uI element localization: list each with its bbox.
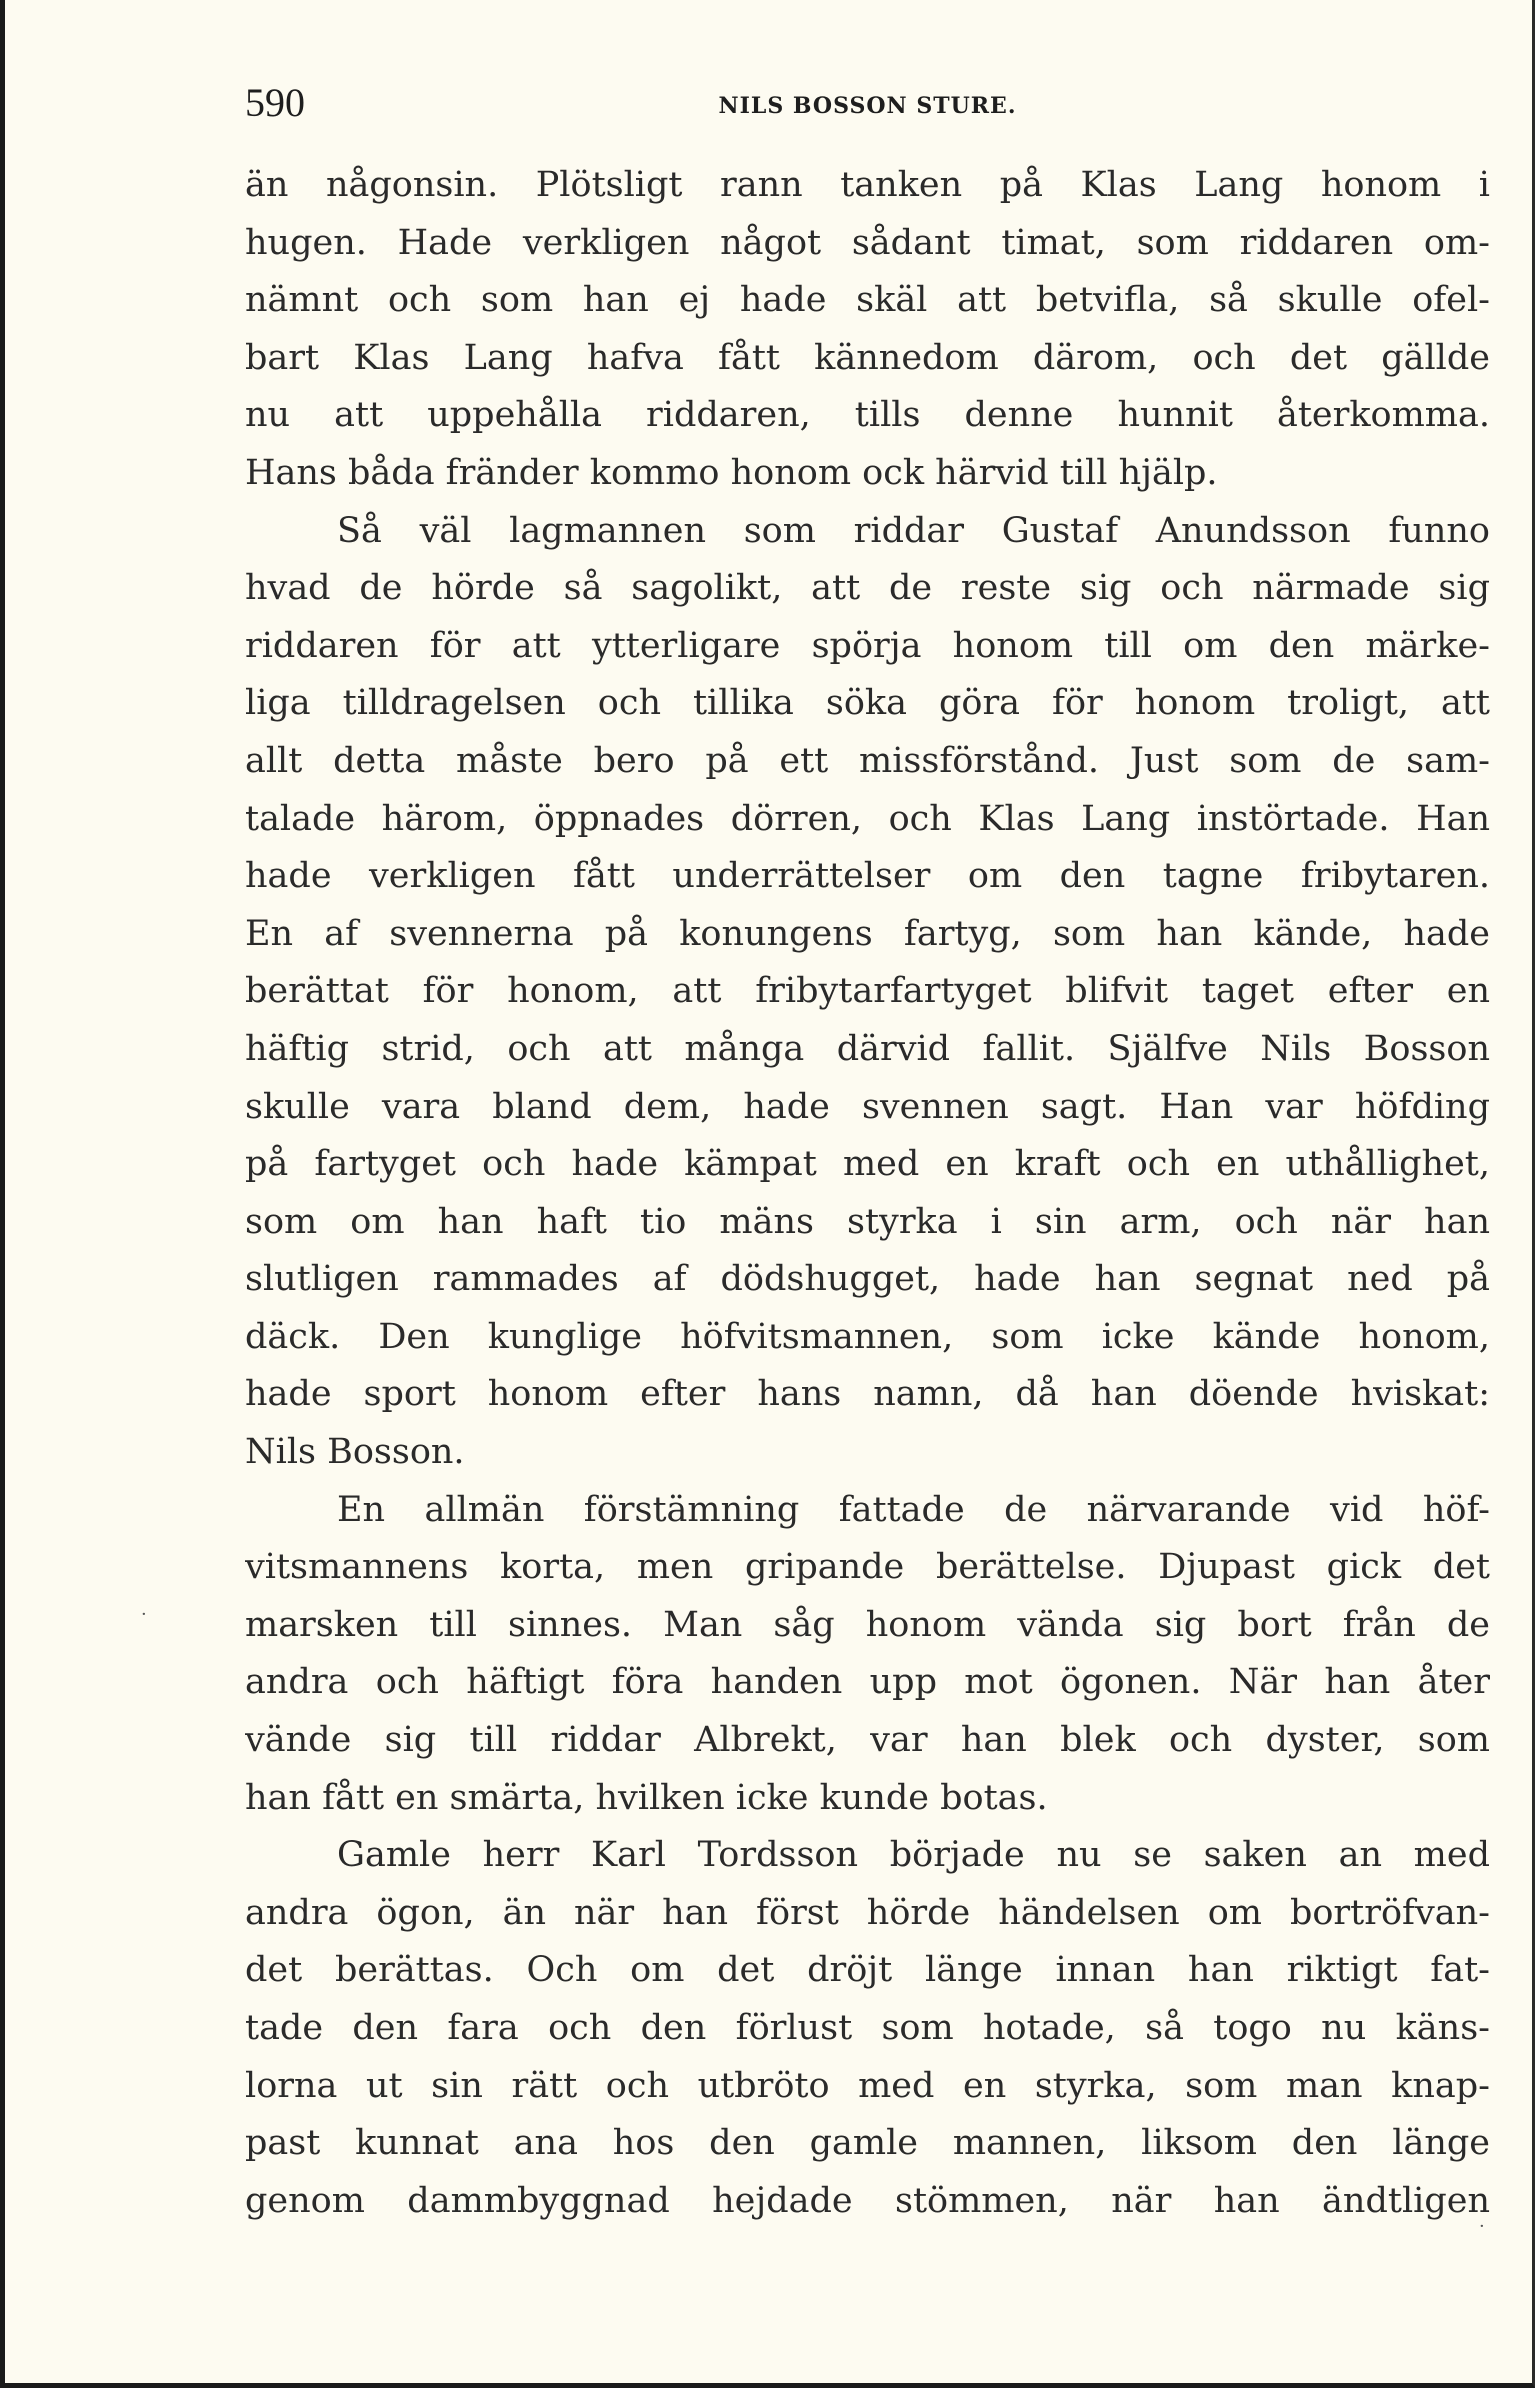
text-line: Hans båda fränder kommo honom ock härvid till hjälp.	[245, 452, 1218, 493]
text-line: past kunnat ana hos den gamle mannen, liksom den länge	[245, 2123, 1490, 2164]
text-line: hade verkligen fått underrättelser om den tagne fribytaren.	[245, 856, 1490, 897]
page-number: 590	[245, 80, 305, 125]
text-line: Så väl lagmannen som riddar Gustaf Anundsson funno	[337, 510, 1490, 551]
text-line: allt detta måste bero på ett missförstånd. Just som de sam-	[245, 740, 1490, 781]
text-line: lorna ut sin rätt och utbröto med en styrka, som man knap-	[245, 2065, 1490, 2106]
text-line: nämnt och som han ej hade skäl att betvifla, så skulle ofel-	[245, 280, 1490, 321]
text-line: häftig strid, och att många därvid fallit. Själfve Nils Bosson	[245, 1028, 1490, 1069]
text-line: andra och häftigt föra handen upp mot ögonen. När han åter	[245, 1662, 1490, 1703]
text-line: andra ögon, än när han först hörde händelsen om bortröfvan-	[245, 1892, 1490, 1933]
text-line: En af svennerna på konungens fartyg, som han kände, hade	[245, 913, 1490, 954]
text-line: liga tilldragelsen och tillika söka göra för honom troligt, att	[245, 683, 1490, 724]
text-line: Gamle herr Karl Tordsson började nu se saken an med	[337, 1835, 1490, 1876]
text-line: däck. Den kunglige höfvitsmannen, som icke kände honom,	[245, 1316, 1490, 1357]
text-line: riddaren för att ytterligare spörja honom till om den märke-	[245, 625, 1490, 666]
text-line: vände sig till riddar Albrekt, var han blek och dyster, som	[245, 1720, 1490, 1761]
text-line: skulle vara bland dem, hade svennen sagt. Han var höfding	[245, 1086, 1490, 1127]
text-line: marsken till sinnes. Man såg honom vända sig bort från de	[245, 1604, 1490, 1645]
text-line: bart Klas Lang hafva fått kännedom därom, och det gällde	[245, 337, 1490, 378]
running-title: NILS BOSSON STURE.	[718, 93, 1017, 119]
text-line: hade sport honom efter hans namn, då han döende hviskat:	[245, 1374, 1490, 1415]
text-line: vitsmannens korta, men gripande berättelse. Djupast gick det	[245, 1547, 1490, 1588]
text-line: hvad de hörde så sagolikt, att de reste sig och närmade sig	[245, 568, 1490, 609]
text-line: nu att uppehålla riddaren, tills denne hunnit återkomma.	[245, 395, 1490, 436]
text-line: Nils Bosson.	[245, 1432, 465, 1473]
text-line: talade härom, öppnades dörren, och Klas Lang instörtade. Han	[245, 798, 1490, 839]
text-line: slutligen rammades af dödshugget, hade han segnat ned på	[245, 1259, 1490, 1300]
text-line: som om han haft tio mäns styrka i sin arm, och när han	[245, 1201, 1490, 1242]
text-line: En allmän förstämning fattade de närvarande vid höf-	[337, 1489, 1490, 1530]
text-line: det berättas. Och om det dröjt länge innan han riktigt fat-	[245, 1950, 1490, 1991]
margin-speck: ·	[1479, 2216, 1485, 2237]
text-line: berättat för honom, att fribytarfartyget blifvit taget efter en	[245, 971, 1490, 1012]
page-header	[245, 78, 1490, 128]
body-text	[245, 157, 1490, 2230]
text-line: genom dammbyggnad hejdade stömmen, när han ändtligen	[245, 2180, 1490, 2221]
text-line: hugen. Hade verkligen något sådant timat, som riddaren om-	[245, 222, 1490, 263]
text-line: han fått en smärta, hvilken icke kunde botas.	[245, 1777, 1048, 1818]
margin-speck: ·	[141, 1604, 147, 1625]
text-line: på fartyget och hade kämpat med en kraft och en uthållighet,	[245, 1144, 1490, 1185]
text-line: än någonsin. Plötsligt rann tanken på Klas Lang honom i	[245, 165, 1490, 205]
text-line: tade den fara och den förlust som hotade, så togo nu käns-	[245, 2008, 1490, 2048]
